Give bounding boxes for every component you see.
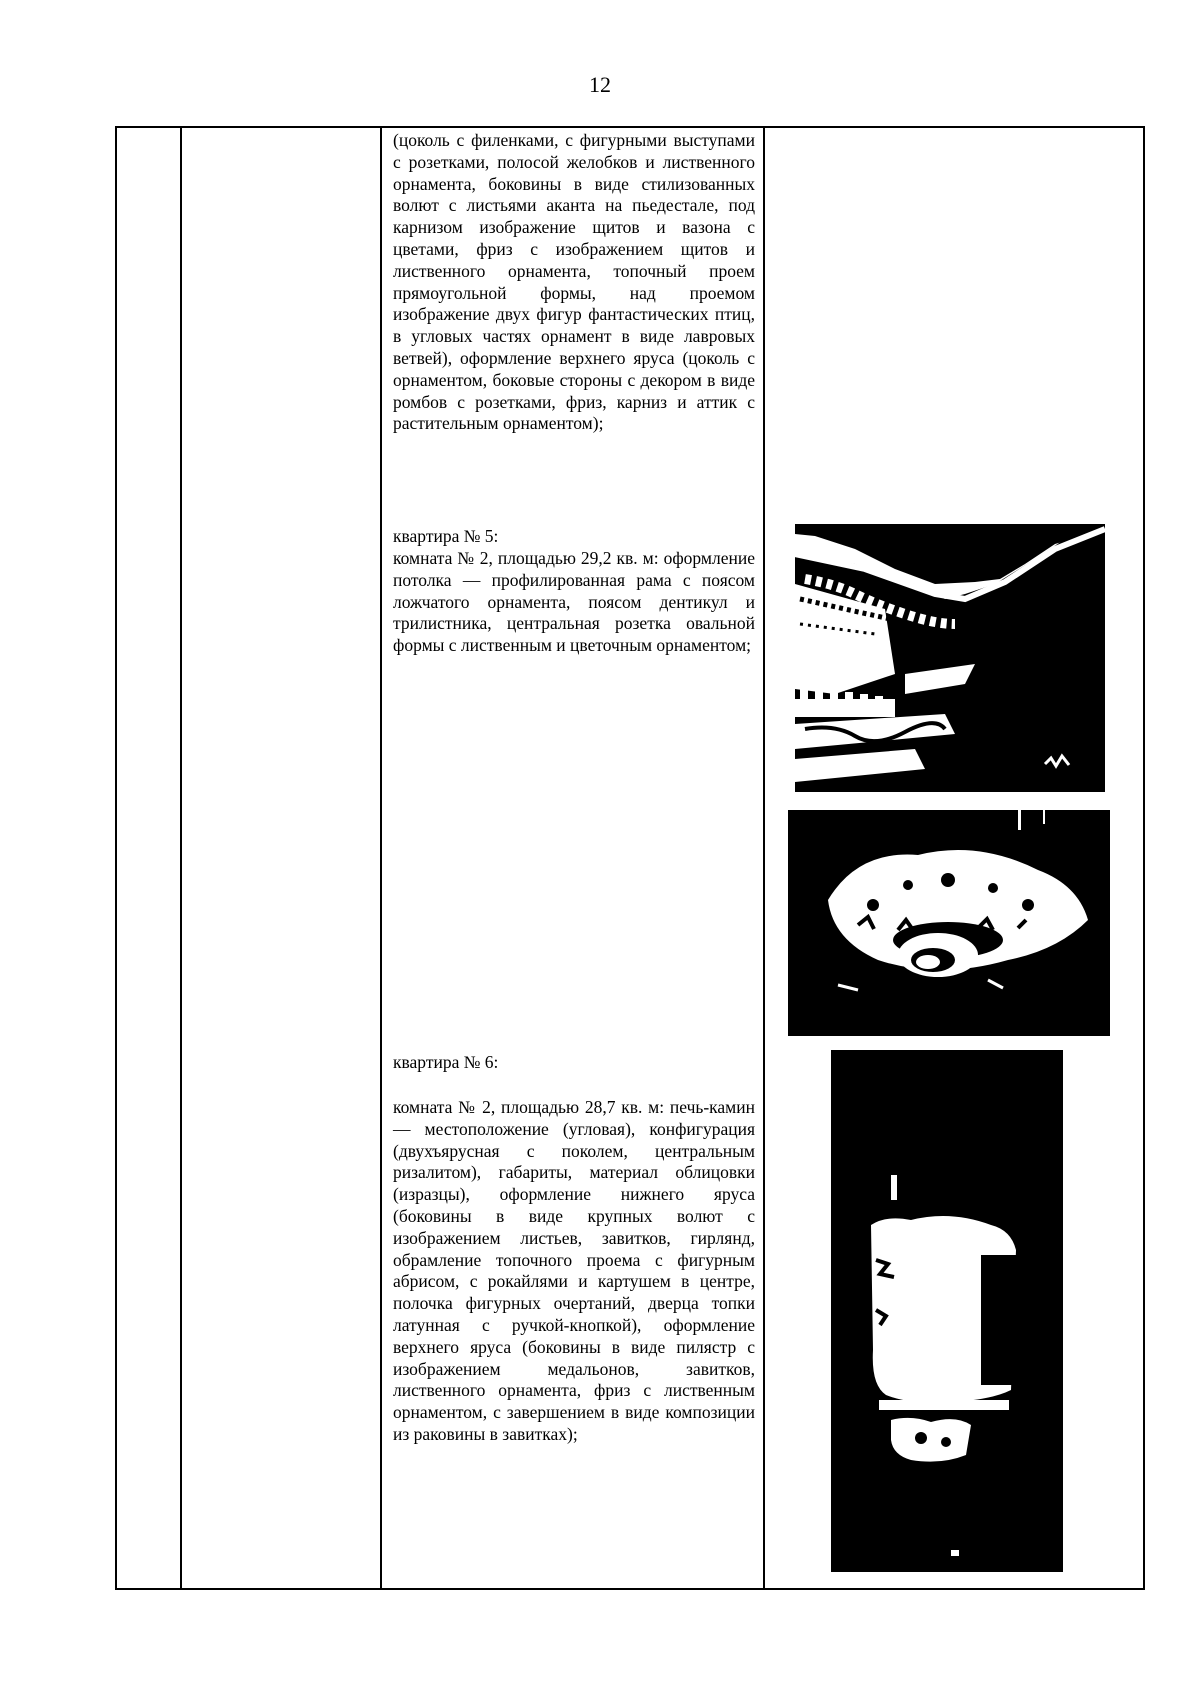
apartment-5-heading: квартира № 5:: [393, 526, 499, 546]
column-divider-1: [180, 126, 182, 1590]
page-number: 12: [589, 72, 611, 97]
stove-description-continued: (цоколь с филенками, с фигурными выступами с розетками, полосой желобков и лиственного орнамента, боковины в виде стилизованных волют с листьями аканта на пьедестале, под карнизом изображение щитов и вазона с цветами, фриз с изображением щитов и лиственного орнамента, топочный проем прямоугольной формы, над проемом изображение двух фигур фантастических птиц, в угловых частях орнамент в виде лавровых ветвей), оформление верхнего яруса (цоколь с орнаментом, боковые стороны с декором в виде ромбов с розетками, фриз, карниз и аттик с растительным орнаментом);: [393, 130, 755, 434]
apartment-6-stove-description: комната № 2, площадью 28,7 кв. м: печь-камин — местоположение (угловая), конфигурация (двухъярусная с поколем, центральным ризалитом), габариты, материал облицовки (изразцы), оформление нижнего яруса (боковины в виде крупных волют с изображением листьев, завитков, гирлянд, обрамление топочного проема с фигурным абрисом, с рокайлями и картушем в центре, полочка фигурных очертаний, дверца топки латунная с ручкой-кнопкой), оформление верхнего яруса (боковины в виде пилястр с изображением медальонов, завитков, лиственного орнамента, фриз с лиственным орнаментом, с завершением в виде композиции из раковины в завитках);: [393, 1097, 755, 1444]
column-divider-3: [763, 126, 765, 1590]
apartment-6-heading: квартира № 6:: [393, 1052, 499, 1072]
ceiling-moulding-photo: [795, 524, 1105, 792]
column-divider-2: [380, 126, 382, 1590]
apartment-5-ceiling-description: комната № 2, площадью 29,2 кв. м: оформление потолка — профилированная рама с поясом ложчатого орнамента, поясом дентикул и трилистника, центральная розетка овальной формы с лиственным и цветочным орнаментом;: [393, 548, 755, 656]
ceiling-rosette-photo: [788, 810, 1110, 1036]
stove-photo: [831, 1050, 1063, 1572]
